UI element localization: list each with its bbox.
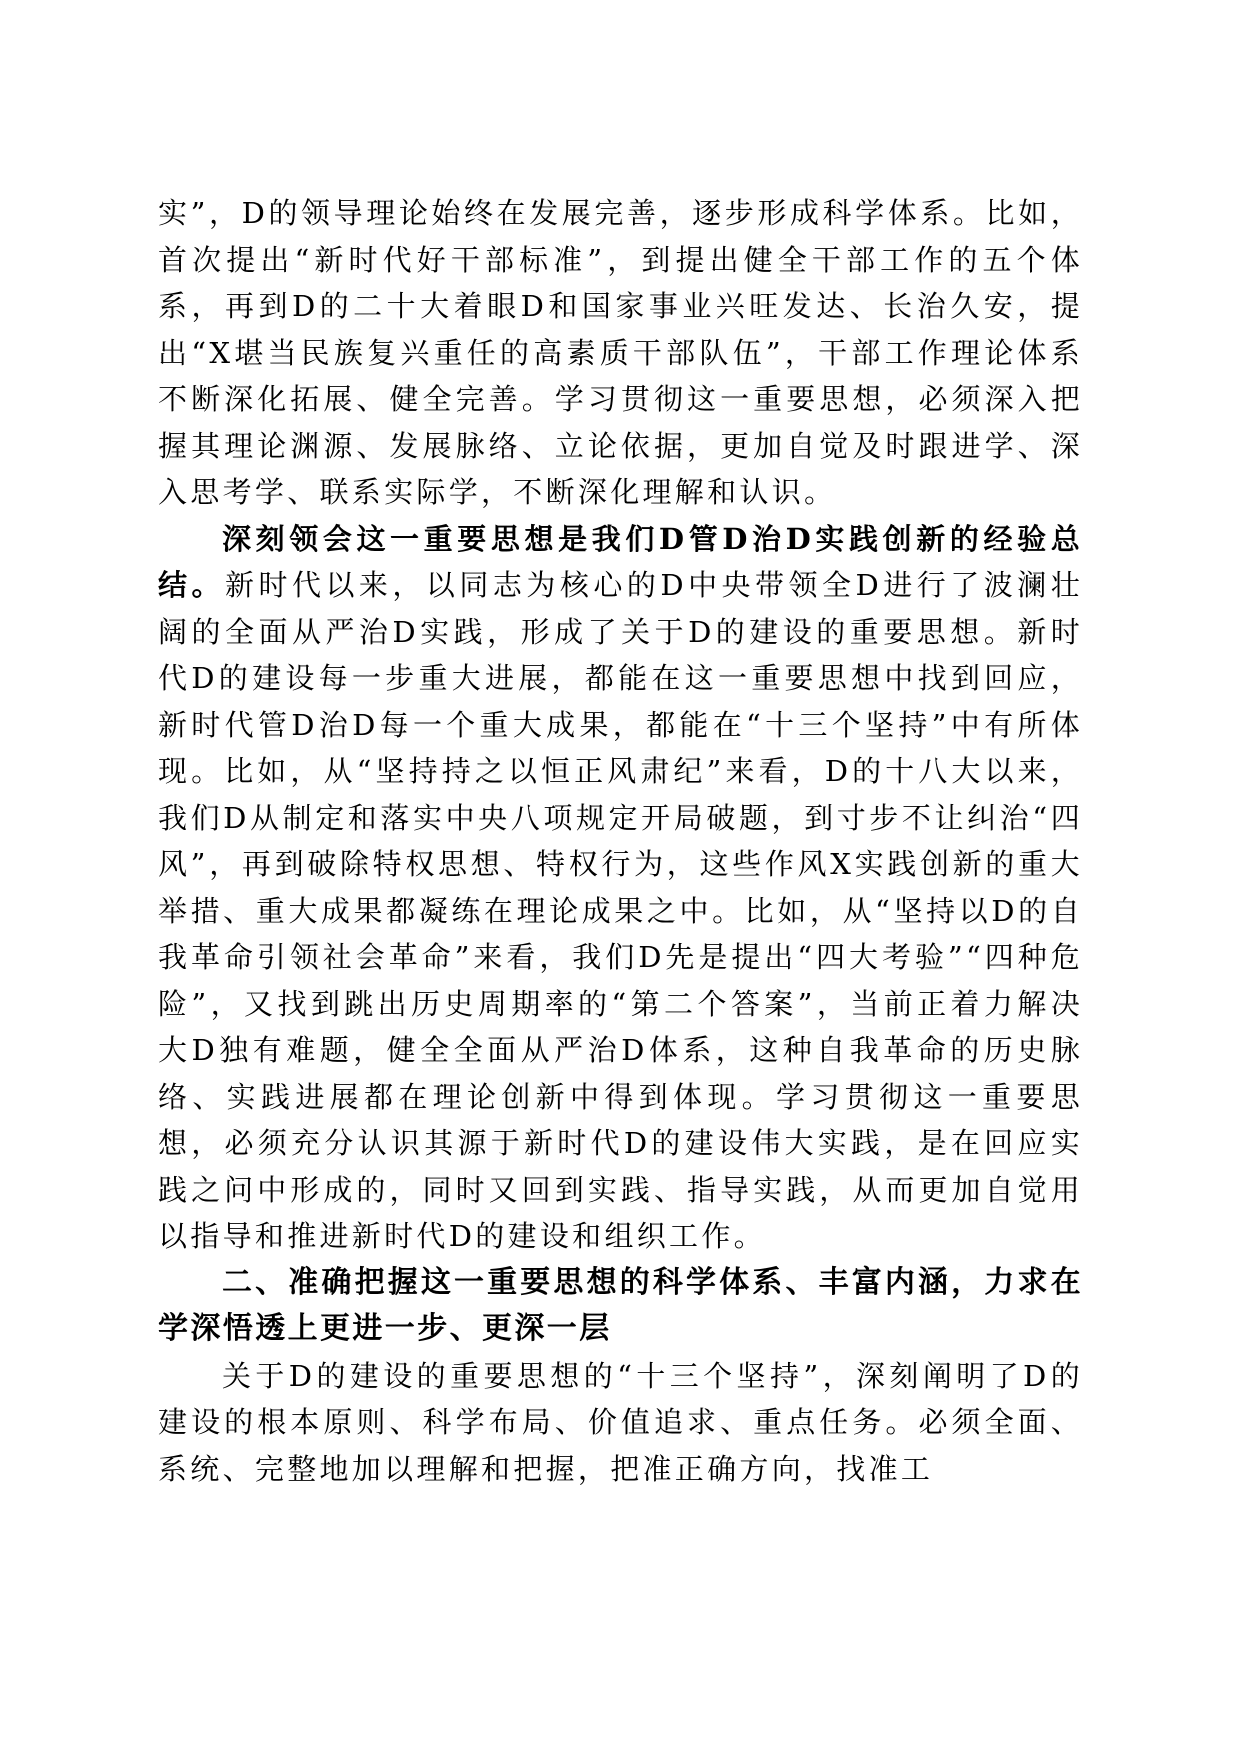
paragraph-continuation: 实”，D的领导理论始终在发展完善，逐步形成科学体系。比如，首次提出“新时代好干部标准”，到提出健全干部工作的五个体系，再到D的二十大着眼D和国家事业兴旺发达、长治久安，提出“X堪当民族复兴重任的高素质干部队伍”，干部工作理论体系不断深化拓展、健全完善。学习贯彻这一重要思想，必须深入把握其理论渊源、发展脉络、立论依据，更加自觉及时跟进学、深入思考学、联系实际学，不断深化理解和认识。 [158,196,1083,509]
section-heading-2: 二、准确把握这一重要思想的科学体系、丰富内涵，力求在学深悟透上更进一步、更深一层 [158,1264,1083,1346]
paragraph-lead-sentence: 深刻领会这一重要思想是我们D管D治D实践创新的经验总结。 [158,521,1083,602]
paragraph-thirteen-persistences: 关于D的建设的重要思想的“十三个坚持”，深刻阐明了D的建设的根本原则、科学布局、价值追求、重点任务。必须全面、系统、完整地加以理解和把握，把准正确方向，找准工 [158,1358,1083,1486]
paragraph-experience-summary [158,516,1083,1260]
document-page [158,190,1083,1492]
paragraph-body: 新时代以来，以同志为核心的D中央带领全D进行了波澜壮阔的全面从严治D实践，形成了关于D的建设的重要思想。新时代D的建设每一步重大进展，都能在这一重要思想中找到回应，新时代管D治D每一个重大成果，都能在“十三个坚持”中有所体现。比如，从“坚持持之以恒正风肃纪”来看，D的十八大以来，我们D从制定和落实中央八项规定开局破题，到寸步不让纠治“四风”，再到破除特权思想、特权行为，这些作风X实践创新的重大举措、重大成果都凝练在理论成果之中。比如，从“坚持以D的自我革命引领社会革命”来看，我们D先是提出“四大考验”“四种危险”，又找到跳出历史周期率的“第二个答案”，当前正着力解决大D独有难题，健全全面从严治D体系，这种自我革命的历史脉络、实践进展都在理论创新中得到体现。学习贯彻这一重要思想，必须充分认识其源于新时代D的建设伟大实践，是在回应实践之问中形成的，同时又回到实践、指导实践，从而更加自觉用以指导和推进新时代D的建设和组织工作。 [158,568,1083,1253]
